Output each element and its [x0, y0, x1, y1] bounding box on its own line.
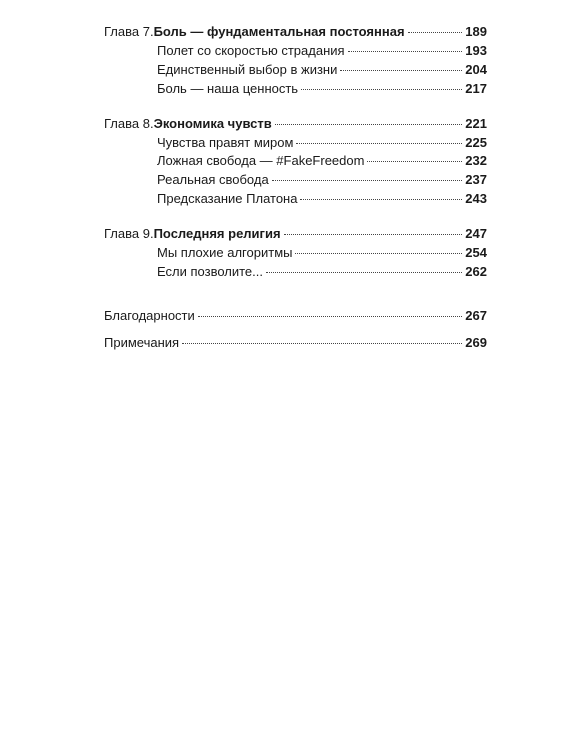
- section-title: Предсказание Платона: [157, 191, 298, 206]
- toc-chapter-entry[interactable]: [104, 116, 487, 132]
- section-title: Чувства правят миром: [157, 135, 294, 150]
- chapter-title: Экономика чувств: [153, 116, 272, 131]
- toc-chapter-entry[interactable]: [104, 24, 487, 40]
- dot-leader: [367, 161, 462, 162]
- dot-leader: [284, 234, 463, 235]
- page-number: 221: [465, 116, 487, 131]
- section-title: Боль — наша ценность: [157, 81, 299, 96]
- dot-leader: [408, 32, 463, 33]
- toc-section-entry[interactable]: [157, 191, 487, 207]
- dot-leader: [182, 343, 462, 344]
- dot-leader: [300, 199, 462, 200]
- page-number: 269: [465, 335, 487, 350]
- page-number: 232: [465, 153, 487, 168]
- section-title: Мы плохие алгоритмы: [157, 245, 293, 260]
- chapter-number: Глава 7.: [104, 24, 154, 39]
- toc-section-entry[interactable]: [157, 135, 487, 151]
- page-number: 217: [465, 81, 487, 96]
- backmatter-title: Благодарности: [104, 308, 195, 323]
- dot-leader: [275, 124, 463, 125]
- chapter-number: Глава 9.: [104, 226, 154, 241]
- toc-backmatter-entry[interactable]: [104, 335, 487, 351]
- page-number: 267: [465, 308, 487, 323]
- dot-leader: [348, 51, 463, 52]
- page-number: 237: [465, 172, 487, 187]
- page-number: 262: [465, 264, 487, 279]
- page-number: 247: [465, 226, 487, 241]
- toc-section-entry[interactable]: [157, 245, 487, 261]
- toc-section-entry[interactable]: [157, 172, 487, 188]
- chapter-number: Глава 8.: [104, 116, 154, 131]
- chapter-title: Боль — фундаментальная постоянная: [153, 24, 405, 39]
- toc-section-entry[interactable]: [157, 264, 487, 280]
- dot-leader: [340, 70, 462, 71]
- section-title: Если позволите...: [157, 264, 263, 279]
- page-number: 204: [465, 62, 487, 77]
- dot-leader: [266, 272, 462, 273]
- section-title: Полет со скоростью страдания: [157, 43, 345, 58]
- toc-section-entry[interactable]: [157, 153, 487, 169]
- toc-section-entry[interactable]: [157, 62, 487, 78]
- page-number: 254: [465, 245, 487, 260]
- toc-chapter-entry[interactable]: [104, 226, 487, 242]
- dot-leader: [301, 89, 462, 90]
- dot-leader: [295, 253, 462, 254]
- dot-leader: [198, 316, 463, 317]
- page-number: 243: [465, 191, 487, 206]
- page-number: 225: [465, 135, 487, 150]
- toc-section-entry[interactable]: [157, 43, 487, 59]
- section-title: Единственный выбор в жизни: [157, 62, 338, 77]
- page-number: 189: [465, 24, 487, 39]
- section-title: Ложная свобода — #FakeFreedom: [157, 153, 365, 168]
- dot-leader: [296, 143, 462, 144]
- backmatter-title: Примечания: [104, 335, 180, 350]
- page-number: 193: [465, 43, 487, 58]
- toc-section-entry[interactable]: [157, 81, 487, 97]
- section-title: Реальная свобода: [157, 172, 269, 187]
- chapter-title: Последняя религия: [153, 226, 281, 241]
- toc-backmatter-entry[interactable]: [104, 308, 487, 324]
- dot-leader: [272, 180, 463, 181]
